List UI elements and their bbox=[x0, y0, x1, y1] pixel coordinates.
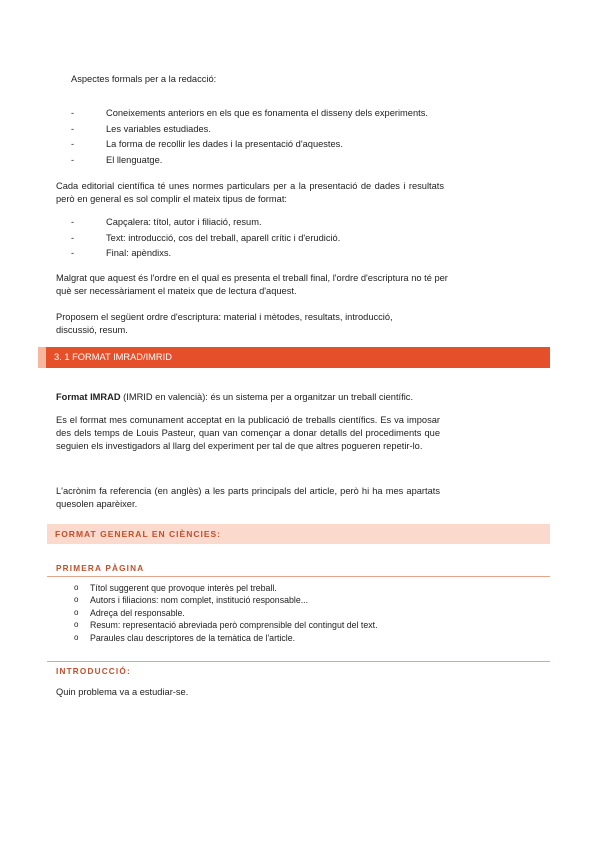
section-heading-bar bbox=[38, 347, 550, 368]
list-item: - Text: introducció, cos del treball, aparell crític i d'erudició. bbox=[71, 232, 340, 248]
circle-bullet-icon: o bbox=[74, 620, 79, 630]
general-format-title: FORMAT GENERAL EN CIÈNCIES: bbox=[55, 529, 221, 539]
imrad-history-paragraph: Es el format mes comunament acceptat en la publicació de treballs científics. Es va imposar des dels temps de Louis Pasteur, quan van començar a donar detalls del procediments que seguien els investigadors al llarg del experiment per tal de que altres pogueren repetir-lo. bbox=[56, 415, 440, 452]
circle-bullet-icon: o bbox=[74, 595, 79, 605]
section-marker bbox=[38, 347, 46, 368]
list-item: o Títol suggerent que provoque interès pel treball. bbox=[74, 583, 277, 593]
introduction-text: Quin problema va a estudiar-se. bbox=[56, 687, 189, 697]
list-item: - Final: apèndixs. bbox=[71, 247, 340, 263]
first-page-list bbox=[56, 582, 378, 644]
imrad-definition bbox=[56, 391, 456, 404]
list-item: o Resum: representació abreviada però comprensible del contingut del text. bbox=[74, 620, 378, 631]
list-item: o Paraules clau descriptores de la temàtica de l'article. bbox=[74, 632, 296, 643]
editorial-paragraph: Cada editorial científica té unes normes particulars per a la presentació de dades i resultats però en general es sol complir el mateix tipus de format: bbox=[56, 181, 444, 205]
section-title: 3. 1 FORMAT IMRAD/IMRID bbox=[54, 352, 172, 362]
general-format-band bbox=[47, 524, 550, 544]
formal-aspects-list bbox=[71, 107, 428, 169]
first-page-divider bbox=[47, 576, 550, 577]
list-item: o Autors i filiacions: nom complet, institució responsable... bbox=[74, 595, 309, 606]
formal-aspects-heading: Aspectes formals per a la redacció: bbox=[71, 74, 217, 84]
imrad-acronym-paragraph: L'acrònim fa referencia (en anglès) a les parts principals del article, però hi ha mes apartats quesolen aparèixer. bbox=[56, 486, 440, 510]
order-paragraph: Malgrat que aquest és l'ordre en el qual es presenta el treball final, l'ordre d'escriptura no té per què ser necessàriament el mateix que de lectura d'aquest. bbox=[56, 273, 448, 297]
list-item: o Adreça del responsable. bbox=[74, 607, 185, 618]
list-item: - Coneixements anteriors en els que es fonamenta el disseny dels experiments. bbox=[71, 107, 428, 123]
circle-bullet-icon: o bbox=[74, 607, 79, 617]
list-item: - La forma de recollir les dades i la presentació d'aquestes. bbox=[71, 138, 428, 154]
format-type-list bbox=[71, 216, 340, 263]
writing-order-paragraph: Proposem el següent ordre d'escriptura: material i mètodes, resultats, introducció, discussió, resum. bbox=[56, 312, 393, 336]
imrad-term: Format IMRAD bbox=[56, 392, 121, 402]
imrad-definition-text: (IMRID en valencià): és un sistema per a organitzar un treball científic. bbox=[120, 392, 414, 402]
circle-bullet-icon: o bbox=[74, 583, 79, 592]
introduction-heading: INTRODUCCIÓ: bbox=[56, 667, 131, 676]
list-item: - Les variables estudiades. bbox=[71, 123, 428, 139]
first-page-heading: PRIMERA PÀGINA bbox=[56, 564, 145, 573]
list-item: - Capçalera: títol, autor i filiació, resum. bbox=[71, 216, 340, 232]
list-item: - El llenguatge. bbox=[71, 154, 428, 170]
introduction-divider bbox=[47, 661, 550, 662]
circle-bullet-icon: o bbox=[74, 632, 79, 642]
